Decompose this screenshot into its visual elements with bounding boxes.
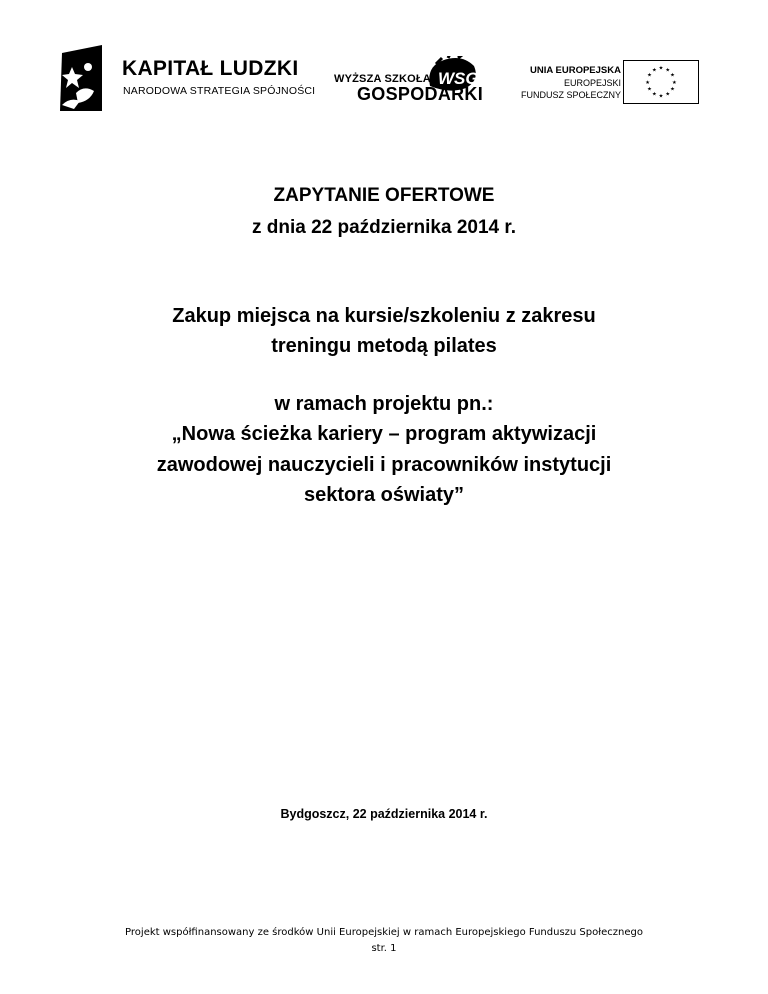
wsg-line1: WYŻSZA SZKOŁA [334,73,431,85]
svg-text:★: ★ [670,86,675,93]
svg-text:★: ★ [645,79,650,86]
subject-line-1: Zakup miejsca na kursie/szkoleniu z zakresu [172,305,596,327]
project-intro: w ramach projektu pn.: [274,393,494,415]
project-name-line-2: zawodowej nauczycieli i pracowników instytucji [156,454,612,476]
kapital-ludzki-logo [58,45,316,111]
footer-cofinancing: Projekt współfinansowany ze środków Unii Europejskiej w ramach Europejskiego Funduszu Społecznego [125,927,643,938]
eu-flag-icon [623,60,699,104]
wsg-logo [334,56,484,106]
svg-text:★: ★ [665,67,671,74]
kapital-ludzki-emblem-icon [58,45,104,111]
document-date: z dnia 22 października 2014 r. [251,217,516,238]
project-name-line-1: „Nowa ścieżka kariery – program aktywizacji [171,423,597,445]
wsg-badge-text: WSG [438,69,479,88]
eu-text [521,64,621,101]
kapital-ludzki-subtitle: NARODOWA STRATEGIA SPÓJNOŚCI [123,85,316,97]
eu-line3: FUNDUSZ SPOŁECZNY [520,90,621,100]
svg-text:★: ★ [647,72,652,79]
wsg-line2: GOSPODARKI [357,84,484,104]
svg-text:★: ★ [665,91,671,98]
svg-text:★: ★ [658,93,664,100]
eu-logo [515,60,701,106]
project-name-line-3: sektora oświaty” [303,484,465,506]
footer-page-number: str. 1 [371,943,397,954]
subject-line-2: treningu metodą pilates [271,335,497,357]
svg-text:★: ★ [670,72,675,79]
kapital-ludzki-title: KAPITAŁ LUDZKI [122,57,299,80]
document-title: ZAPYTANIE OFERTOWE [273,185,495,206]
eu-line1: UNIA EUROPEJSKA [530,65,621,76]
svg-text:★: ★ [658,65,664,72]
svg-text:★: ★ [647,86,652,93]
svg-text:★: ★ [672,79,677,86]
svg-text:★: ★ [651,91,657,98]
svg-text:★: ★ [651,67,657,74]
header-logos [0,0,768,120]
eu-line2: EUROPEJSKI [563,78,621,88]
place-and-date: Bydgoszcz, 22 października 2014 r. [280,807,488,821]
